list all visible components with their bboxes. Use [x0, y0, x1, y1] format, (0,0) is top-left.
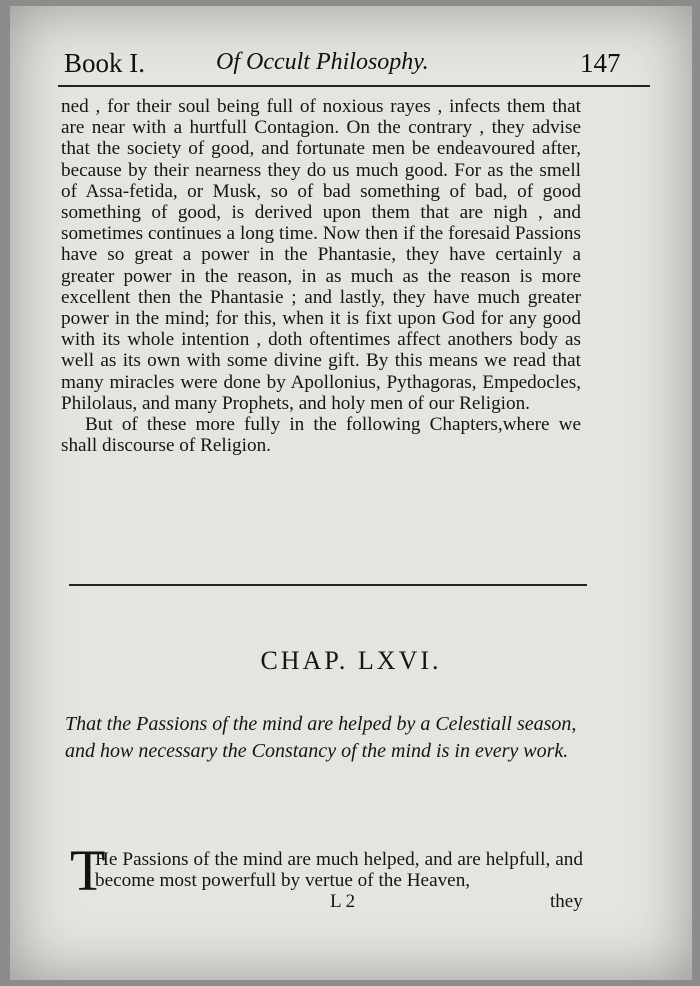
chapter-heading: CHAP. LXVI.: [260, 646, 442, 675]
book-page: [10, 6, 692, 980]
header-rule: [58, 85, 650, 87]
chapter-title: That the Passions of the mind are helped by a Celestiall season, and how necessary the Constancy of the mind is in every work.: [65, 713, 577, 762]
running-head-title-text: Of Occult Philosophy.: [216, 49, 429, 75]
catchword: they: [550, 891, 583, 912]
page-number: 147: [580, 48, 621, 78]
signature-mark: L 2: [330, 891, 356, 912]
running-head-title: [216, 44, 429, 77]
section-rule: [69, 584, 587, 586]
chapter-opening-text: He Passions of the mind are much helped, and are helpfull, and become most powerfull by vertue of the Heaven,: [95, 849, 583, 891]
body-paragraph-2: But of these more fully in the following Chapters,where we shall discourse of Religion.: [61, 414, 581, 457]
body-text: [61, 96, 581, 456]
body-paragraph-1: ned , for their soul being full of noxious rayes , infects them that are near with a hurtfull Contagion. On the contrary , they advise that the society of good, and fortunate men be endeavoured after, because by their nearness they do us much good. For as the smell of Assa-fetida, or Musk, so of bad something of bad, of good something of good, is derived upon them that are nigh , and sometimes continues a long time. Now then if the foresaid Passions have so great a power in the Phantasie, they have certainly a greater power in the reason, in as much as the reason is more excellent then the Phantasie ; and lastly, they have much greater power in the mind; for this, when it is fixt upon God for any good with its whole intention , doth oftentimes affect anothers body as well as its own with some divine gift. By this means we read that many miracles were done by Apollonius, Pythagoras, Empedocles, Philolaus, and many Prophets, and holy men of our Religion.: [61, 96, 581, 414]
running-head-book: Book I.: [64, 48, 145, 78]
drop-cap: T: [70, 838, 106, 903]
